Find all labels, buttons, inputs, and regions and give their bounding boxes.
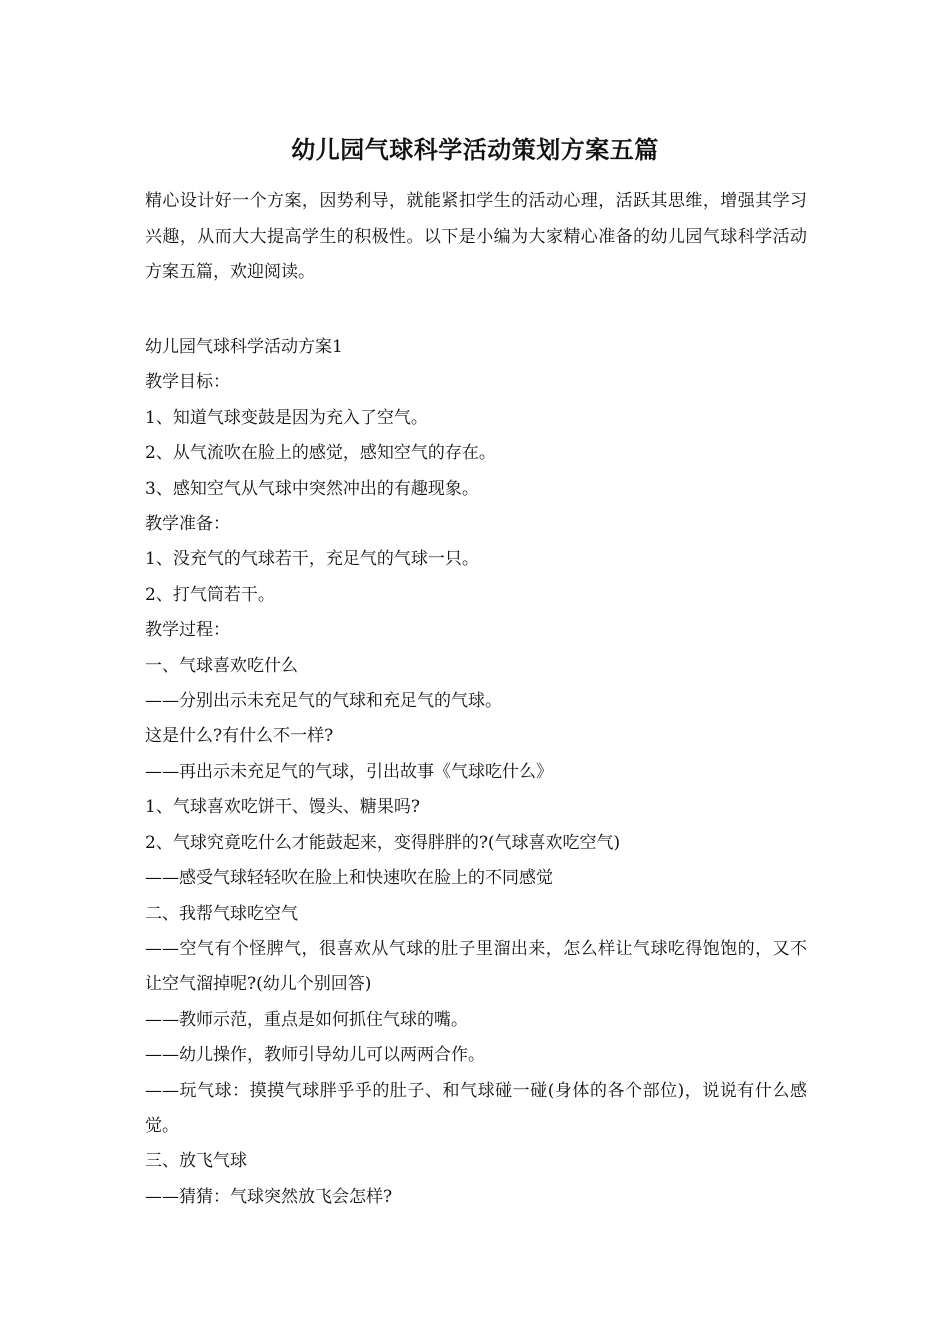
document-title: 幼儿园气球科学活动策划方案五篇 bbox=[291, 135, 659, 164]
section-heading: 幼儿园气球科学活动方案1 bbox=[145, 337, 343, 357]
list-item: 3、感知空气从气球中突然冲出的有趣现象。 bbox=[145, 478, 479, 499]
list-item: 1、气球喜欢吃饼干、馒头、糖果吗? bbox=[145, 797, 420, 818]
subheading: 教学准备： bbox=[145, 514, 230, 535]
step-heading: 二、我帮气球吃空气 bbox=[145, 903, 298, 924]
text-line: ——再出示未充足气的气球，引出故事《气球吃什么》 bbox=[145, 761, 553, 782]
text-paragraph: ——玩气球：摸摸气球胖乎乎的肚子、和气球碰一碰(身体的各个部位)，说说有什么感觉。 bbox=[145, 1080, 807, 1136]
text-line: 这是什么?有什么不一样? bbox=[145, 726, 334, 747]
list-item: 2、从气流吹在脸上的感觉，感知空气的存在。 bbox=[145, 443, 496, 464]
step-heading: 一、气球喜欢吃什么 bbox=[145, 655, 298, 676]
text-line: ——感受气球轻轻吹在脸上和快速吹在脸上的不同感觉 bbox=[145, 868, 553, 889]
list-item: 1、没充气的气球若干，充足气的气球一只。 bbox=[145, 549, 479, 570]
text-paragraph: ——空气有个怪脾气，很喜欢从气球的肚子里溜出来，怎么样让气球吃得饱饱的，又不让空气溜掉呢?(幼儿个别回答) bbox=[145, 938, 807, 995]
intro-paragraph: 精心设计好一个方案，因势利导，就能紧扣学生的活动心理，活跃其思维，增强其学习兴趣，从而大大提高学生的积极性。以下是小编为大家精心准备的幼儿园气球科学活动方案五篇，欢迎阅读。 bbox=[145, 191, 807, 282]
subheading: 教学目标： bbox=[145, 372, 230, 393]
step-heading: 三、放飞气球 bbox=[145, 1151, 247, 1172]
subheading: 教学过程： bbox=[145, 620, 230, 641]
text-line: ——教师示范，重点是如何抓住气球的嘴。 bbox=[145, 1009, 468, 1030]
list-item: 2、打气筒若干。 bbox=[145, 584, 275, 605]
document-body bbox=[145, 330, 807, 1215]
list-item: 2、气球究竟吃什么才能鼓起来，变得胖胖的?(气球喜欢吃空气) bbox=[145, 832, 621, 853]
list-item: 1、知道气球变鼓是因为充入了空气。 bbox=[145, 407, 428, 428]
text-line: ——猜猜：气球突然放飞会怎样? bbox=[145, 1186, 393, 1207]
text-line: ——分别出示未充足气的气球和充足气的气球。 bbox=[145, 691, 502, 712]
text-line: ——幼儿操作，教师引导幼儿可以两两合作。 bbox=[145, 1045, 485, 1066]
